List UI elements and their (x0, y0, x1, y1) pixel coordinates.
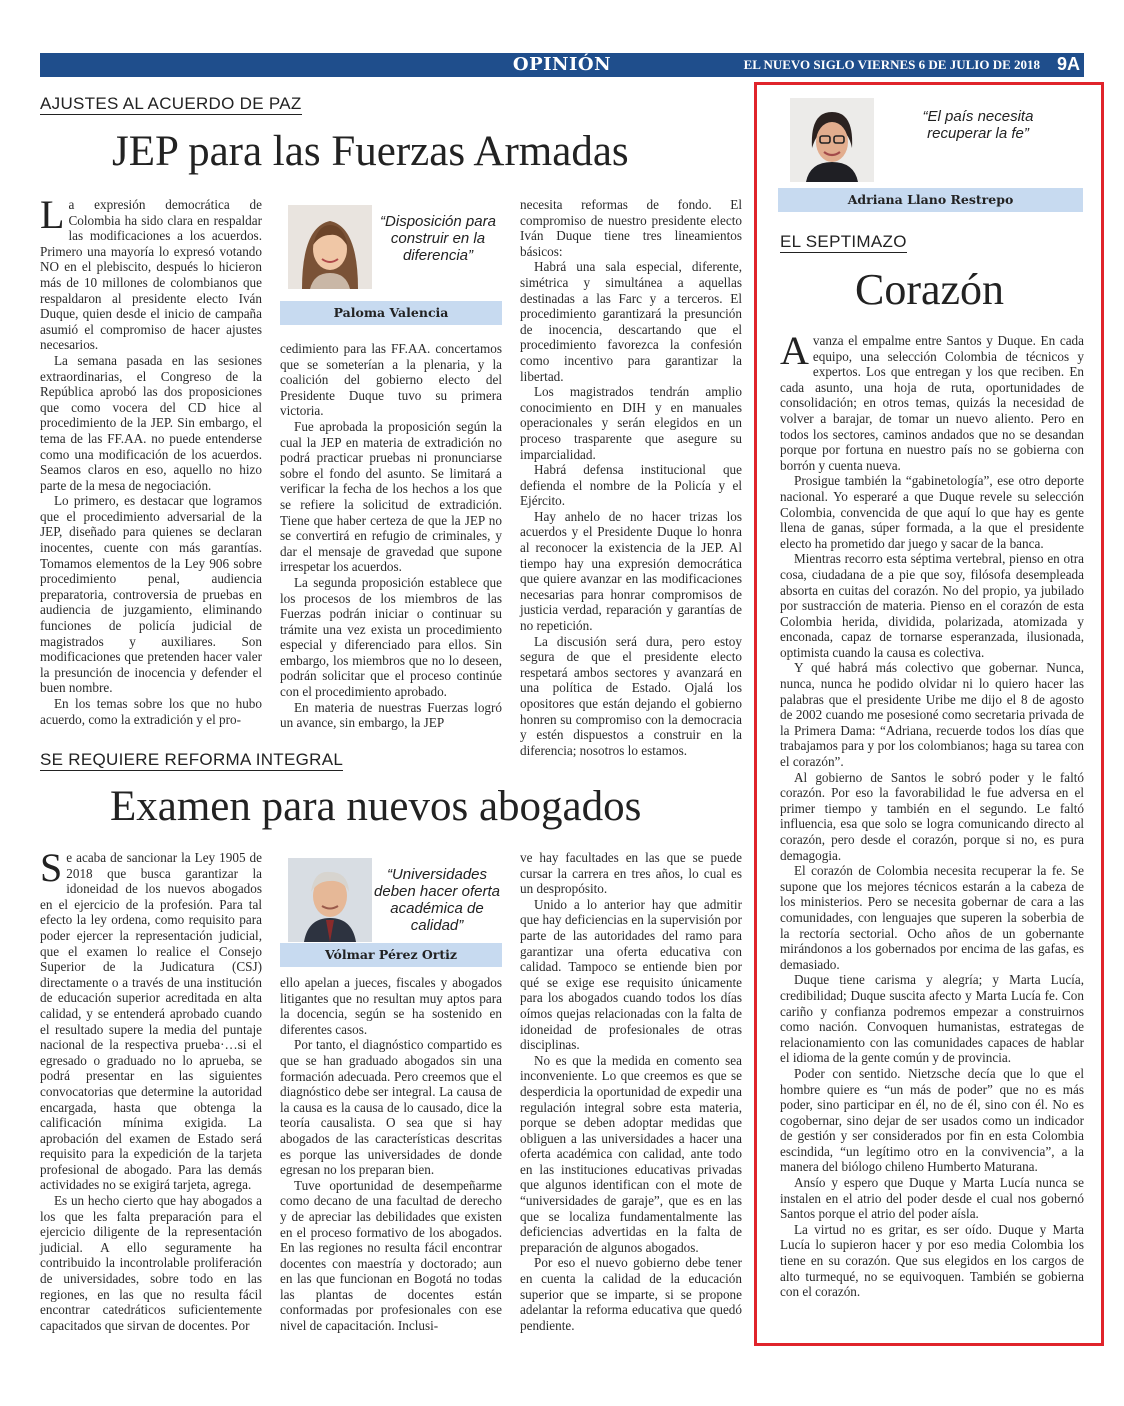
article3-dropcap: A (780, 328, 809, 373)
article3-author-name: Adriana Llano Restrepo (778, 188, 1083, 212)
article2-paragraph: Tuve oportunidad de desempeñarme como decano de una facultad de derecho y de apreciar las debilidades que existen en el proceso formativo de los abogados. En las regiones no resulta fácil encontrar docentes con maestría y doctorado; aun en las que funcionan en Bogotá no todas las plantas de docentes están conformadas por profesionales con ese nivel de capacitación. Inclusi- (280, 1177, 502, 1334)
article2-headline: Examen para nuevos abogados (110, 783, 642, 830)
article1-column-1 (40, 192, 262, 732)
article1-paragraph: necesita reformas de fondo. El compromiso de nuestro presidente electo Iván Duque tiene tres lineamientos básicos: (520, 197, 742, 259)
article2-column-3 (520, 850, 742, 1350)
article1-column-2 (280, 341, 502, 733)
author-photo-paloma (288, 205, 372, 289)
article2-kicker: SE REQUIERE REFORMA INTEGRAL (40, 750, 344, 769)
article2-paragraph: ve hay facultades en las que se puede cursar la carrera en tres años, lo cual es un despropósito. (520, 850, 742, 897)
article2-column-1 (40, 845, 262, 1350)
author-photo-adriana (790, 98, 874, 182)
article1-paragraph: En los temas sobre los que no hubo acuerdo, como la extradición y el pro- (40, 696, 262, 727)
article3-headline: Corazón (855, 265, 1005, 314)
article1-paragraph: a expresión democrática de Colombia ha sido clara en respaldar las modificaciones a los acuerdos. Primero una mayoría lo expresó votando NO en el plebiscito, después lo hicieron más de 10 millones de colombianos que respaldaron al presidente electo Iván Duque, quien desde el inicio de campaña asumió el compromiso de hacer ajustes necesarios. (40, 197, 262, 353)
article1-paragraph: La discusión será dura, pero estoy segura de que el presidente electo respetará ambos sectores y avanzará en una política de Estado. Ojalá los opositores que están dejando el gobierno honren su compromiso con la democracia y estén dispuestos a construir en la diferencia; nosotros lo estamos. (520, 633, 742, 758)
section-header-bar (40, 53, 1084, 77)
article3-paragraph: Y qué habrá más colectivo que gobernar. Nunca, nunca, nunca he podido olvidar ni lo quiero hacer las palabras que el presidente Uribe me dijo el 8 de agosto de 2002 cuando me posesioné como secretaria privada de la Primera Dama: “Adriana, recuerde todos los días que trabajamos para y por los colombianos; haga su tarea con el corazón”. (780, 660, 1084, 770)
article1-paragraph: La semana pasada en las sesiones extraordinarias, el Congreso de la República aprobó las dos proposiciones que como vocera del CD hice al procedimiento de la JEP. Sin embargo, el tema de las FF.AA. no puede entenderse como una modificación de los acuerdos. Seamos claros en eso, aquello no hizo parte de la mesa de negociación. (40, 352, 262, 493)
page-number: 9A (1056, 54, 1080, 74)
article2-paragraph: Por eso el nuevo gobierno debe tener en cuenta la calidad de la educación superior que se imparte, si se propone adelantar la reforma educativa que quedó pendiente. (520, 1255, 742, 1333)
article1-kicker: AJUSTES AL ACUERDO DE PAZ (40, 94, 302, 113)
article3-body (780, 328, 1084, 1341)
article3-author-box (778, 98, 1083, 214)
article1-author-box (280, 205, 502, 325)
article1-pull-quote: “Disposición para construir en la diferencia” (380, 213, 496, 264)
article2-author-box (280, 858, 502, 968)
article3-paragraph: Al gobierno de Santos le sobró poder y le faltó corazón. Por eso la favorabilidad le fue adversa en el primer tiempo y también en el segundo. Le faltó influencia, esa que solo se logra comunicando directo al corazón, pero desde el corazón, porque si no, es pura demagogia. (780, 769, 1084, 863)
article3-paragraph: Duque tiene carisma y alegría; y Marta Lucía, credibilidad; Duque suscita afecto y Marta Lucía fe. Con cariño y confianza podremos empezar a construirnos como nación. Convoquen humanistas, estrategas de relacionamiento con las comunidades capaces de hablar el idioma de la gente común y de provincia. (780, 972, 1084, 1066)
article1-paragraph: Lo primero, es destacar que logramos que el procedimiento adversarial de la JEP, diseñado para quienes se declaran inocentes, cuente con más garantías. Tomamos elementos de la Ley 906 sobre procedimiento penal, audiencia preparatoria, controversia de pruebas en audiencia de juzgamiento, eliminando funciones de policía judicial de magistrados y auxiliares. Son modificaciones que pretenden hacer valer la presunción de inocencia y defender el buen nombre. (40, 493, 262, 696)
article2-paragraph: Por tanto, el diagnóstico compartido es que se han graduado abogados sin una formación adecuada. Pero creemos que el diagnóstico debe ser integral. La causa de la causa es la causa de lo causado, dice la teoría causalista. O sea que si hay abogados de las características descritas es porque las universidades de donde egresan no los preparan bien. (280, 1037, 502, 1178)
article1-paragraph: Los magistrados tendrán amplio conocimiento en DIH y en manuales operacionales y serán elegidos en un proceso trasparente que asegure su imparcialidad. (520, 384, 742, 462)
article1-paragraph: En materia de nuestras Fuerzas logró un avance, sin embargo, la JEP (280, 699, 502, 731)
article1-paragraph: La segunda proposición establece que los procesos de los miembros de las Fuerzas podrán iniciar o continuar su trámite una vez exista un procedimiento especial y diferenciado para ellos. Sin embargo, los miembros que no lo deseen, podrán solicitar que el proceso continúe con el procedimiento aprobado. (280, 574, 502, 700)
article1-paragraph: Hay anhelo de no hacer trizas los acuerdos y el Presidente Duque lo honra al reconocer la existencia de la JEP. Al tiempo hay una expresión democrática que quiere avanzar en las modificaciones necesarias para honrar compromisos de justicia verdad, reparación y garantías de no repetición. (520, 508, 742, 634)
article2-dropcap: S (40, 845, 63, 890)
article2-paragraph: Es un hecho cierto que hay abogados a los que les falta preparación para el ejercicio diligente de la representación judicial. A ello seguramente ha contribuido la incontrolable proliferación de universidades, sobre todo en las regiones, en las que no resulta fácil encontrar catedráticos suficientemente capacitados que sirvan de docentes. Por (40, 1193, 262, 1333)
article1-paragraph: Habrá defensa institucional que defienda el nombre de la Policía y el Ejército. (520, 462, 742, 509)
article2-author-name: Vólmar Pérez Ortiz (280, 943, 502, 967)
article2-paragraph: No es que la medida en comento sea inconveniente. Lo que creemos es que se desperdicia la oportunidad de expedir una regulación integral sobre esta materia, porque se deben adoptar medidas que obliguen a las universidades a hacer una oferta académica con calidad, ante todo en las instituciones educativas privadas que algunos identifican con el mote de “universidades de garaje”, que es en las que se localiza fundamentalmente las deficiencias advertidas en la falta de preparación de algunos abogados. (520, 1052, 742, 1255)
article1-paragraph: Fue aprobada la proposición según la cual la JEP en materia de extradición no podrá practicar pruebas ni pronunciarse sobre el fondo del asunto. Se limitará a verificar la fecha de los hechos a los que se refiere la solicitud de extradición. Tiene que haber certeza de que la JEP no se convertirá en refugio de criminales, y dar el mensaje de gravedad que supone irrespetar los acuerdos. (280, 418, 502, 575)
article2-paragraph: e acaba de sancionar la Ley 1905 de 2018 que busca garantizar la idoneidad de los nuevos abogados en el ejercicio de la profesión. Para tal efecto la ley ordena, como requisito para poder ejercer la representación judicial, que el examen lo realice el Consejo Superior de la Judicatura (CSJ) directamente o a través de una institución de educación superior acreditada en alta calidad, y se entenderá aprobado cuando el resultado supere la media del puntaje nacional de la respectiva prueba·…si el egresado o graduado no lo aprueba, se podrá presentar en las siguientes convocatorias que determine la autoridad encargada, hasta que obtenga la calificación mínima exigida. La aprobación del examen de Estado será requisito para la expedición de la tarjeta profesional de abogado. Para las demás actividades no se exigirá tarjeta, agrega. (40, 850, 262, 1193)
article3-paragraph: Ansío y espero que Duque y Marta Lucía nunca se instalen en el atrio del poder desde el cual nos gobernó Santos porque el atrio del poder aísla. (780, 1175, 1084, 1222)
article2-paragraph: Unido a lo anterior hay que admitir que hay deficiencias en la supervisión por parte de las autoridades del ramo para garantizar una oferta educativa con calidad. Tampoco se entiende bien por qué se exige ese requisito únicamente para los abogados cuando todos los días oímos quejas relacionadas con la falta de idoneidad de profesionales de otras disciplinas. (520, 896, 742, 1053)
article3-paragraph: La virtud no es gritar, es ser oído. Duque y Marta Lucía lo supieron hacer y por eso media Colombia los tiene en su corazón. Que sus elegidos en los cargos de alto turmequé, no se equivoquen. También se gobierna con el corazón. (780, 1221, 1084, 1300)
article2-pull-quote: “Universidades deben hacer oferta académica de calidad” (374, 866, 500, 934)
article2-column-2 (280, 975, 502, 1350)
section-title: OPINIÓN (512, 54, 612, 75)
article1-author-name: Paloma Valencia (280, 301, 502, 325)
article1-paragraph: Habrá una sala especial, diferente, simétrica y simultánea a aquellas destinadas a las Farc y a terceros. El procedimiento garantizará la presunción de inocencia, descartando que el procedimiento favorezca la confesión como incentivo para garantizar la libertad. (520, 259, 742, 384)
author-photo-volmar (288, 858, 372, 942)
article3-paragraph: Prosigue también la “gabinetología”, ese otro deporte nacional. Yo esperaré a que Duque revele su selección Colombia, convencida de que aquí lo que hay es gente llena de ganas, súper formada, a la que el presidente electo ha prometido dar juego y sacar de la banca. (780, 473, 1084, 551)
article1-paragraph: cedimiento para las FF.AA. concertamos que se someterían a la plenaria, y la coalición del gobierno electo del Presidente Duque tuvo su primera victoria. (280, 341, 502, 419)
article1-dropcap: L (40, 192, 65, 237)
article3-paragraph: Mientras recorro esta séptima vertebral, pienso en otra cosa, ciudadana de a pie que soy, filósofa desempleada absorta en cuitas del corazón. No del propio, ya jubilado por sustracción de materia. Pienso en el corazón de esta Colombia herida, dividida, polarizada, atomizada y enconada, capaz de tornarse esperanzada, ilusionada, optimista cuando la causa es colectiva. (780, 551, 1084, 660)
article3-pull-quote: “El país necesita recuperar la fe” (922, 108, 1034, 142)
article3-kicker: EL SEPTIMAZO (780, 232, 907, 251)
article3-paragraph: Poder con sentido. Nietzsche decía que lo que el hombre quiere es “un más de poder” que no es más poder, sino participar en él, no de él, sino con él. No es cogobernar, sino dejar de ser usados como un indicador de gestión y ser considerados por fin en esta Colombia escindida, “un legítimo otro en la convivencia”, a la manera del biólogo chileno Humberto Maturana. (780, 1065, 1084, 1175)
article2-paragraph: ello apelan a jueces, fiscales y abogados litigantes que no resultan muy aptos para la docencia, según se ha sostenido en diferentes casos. (280, 975, 502, 1037)
article1-headline: JEP para las Fuerzas Armadas (112, 128, 629, 175)
publication-date-line: EL NUEVO SIGLO VIERNES 6 DE JULIO DE 2018 (743, 57, 1040, 72)
article1-column-3 (520, 197, 742, 758)
article3-paragraph: El corazón de Colombia necesita recuperar la fe. Se supone que los mejores técnicos estarán a la cabeza de los ministerios. Pero se necesita gobernar de cara a las comunidades, con lenguajes que superen la soberbia de la rectoría sectorial. Ocho años de un gobernante mirándonos a los gobernados por encima de las gafas, es demasiado. (780, 863, 1084, 972)
article3-paragraph: vanza el empalme entre Santos y Duque. En cada equipo, una selección Colombia de técnicos y expertos. Los que entregan y los que reciben. En cada asunto, una hoja de ruta, oportunidades de consolidación; en otros temas, quizás la necesidad de volver a barajar, de tomar un nuevo aliento. Pero en todos los sectores, caminos andados que no se desandan porque por fortuna en nuestro país no se gobierna con borrón y cuenta nueva. (780, 333, 1084, 473)
